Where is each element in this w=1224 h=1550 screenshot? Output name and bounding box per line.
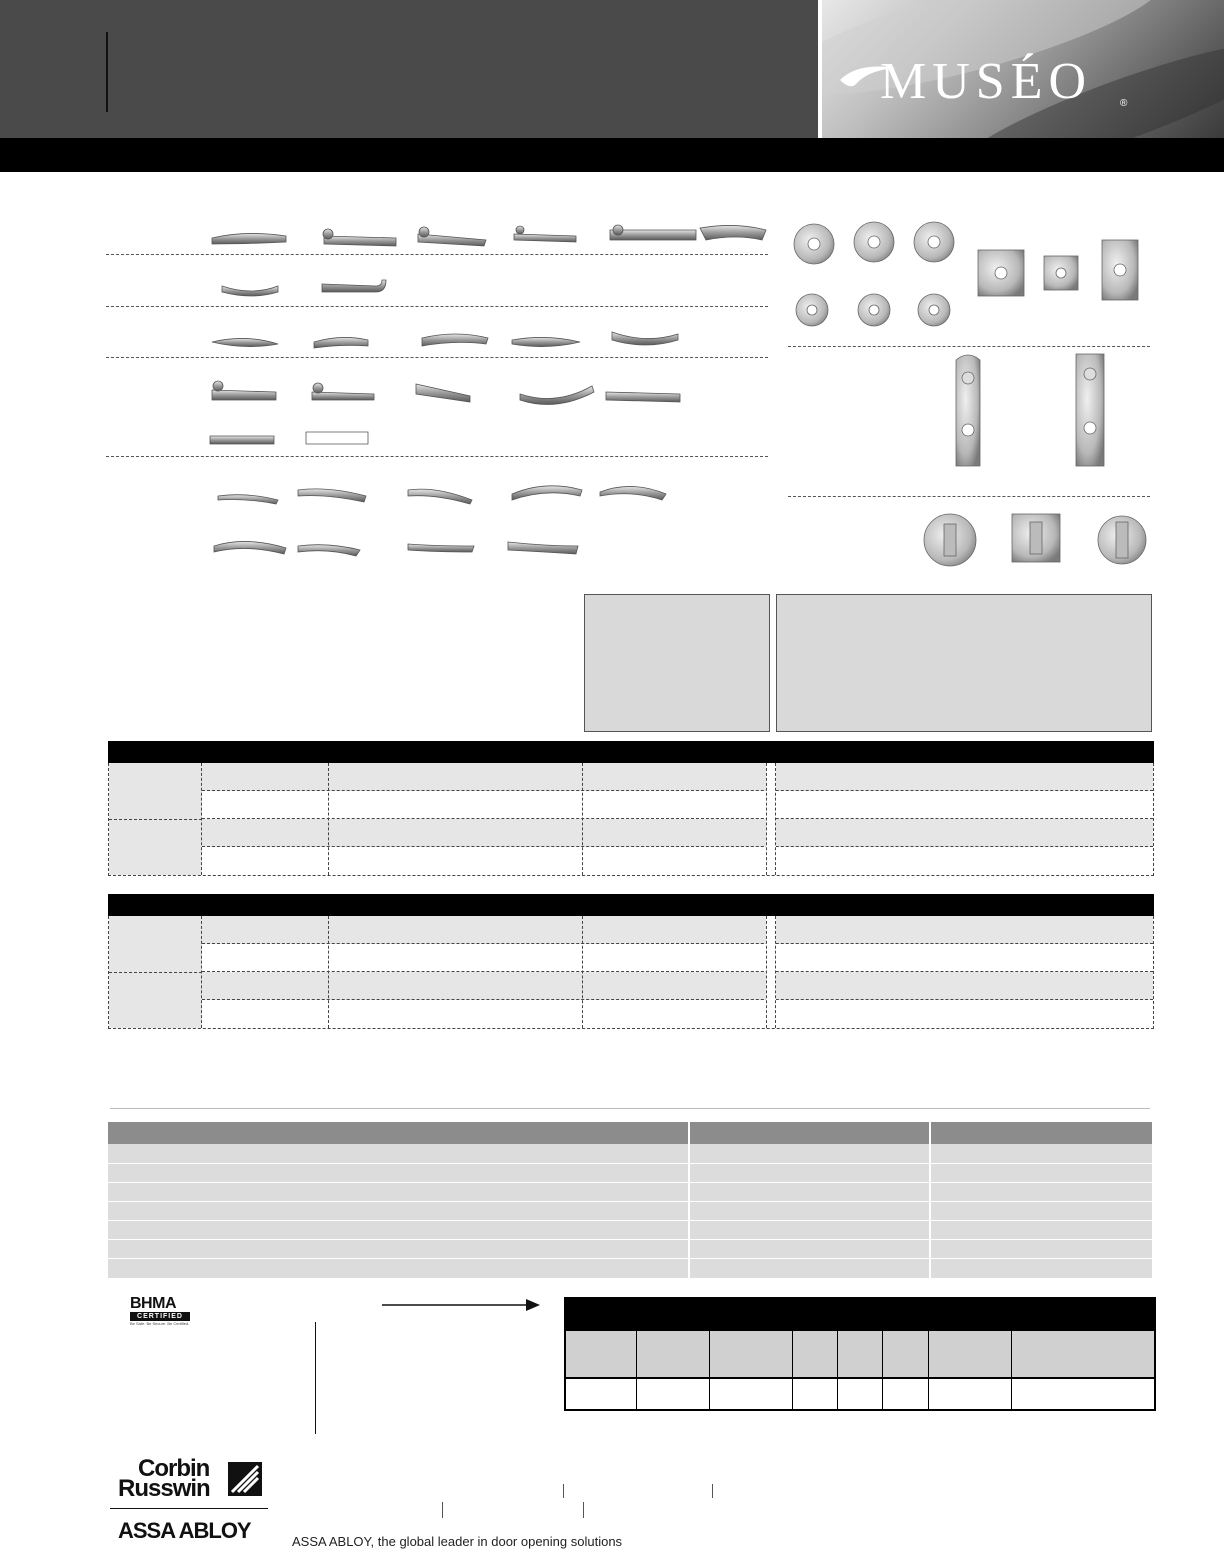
table-header-bar (108, 894, 1154, 916)
header-divider (818, 0, 822, 138)
trim-catalog (788, 210, 1152, 580)
column-divider (328, 916, 329, 1028)
header-black-bar (0, 138, 1224, 172)
table-row (108, 1163, 1152, 1164)
table-row (202, 972, 1153, 1000)
table-row (108, 1258, 1152, 1259)
bhma-certified-logo (130, 1296, 194, 1330)
row-divider (788, 496, 1150, 497)
column-divider (582, 916, 583, 1028)
ordering-example-table (564, 1297, 1156, 1411)
column-divider (1011, 1331, 1012, 1409)
bhma-certified-badge: CERTIFIED (130, 1312, 190, 1321)
column-divider (882, 1331, 883, 1409)
ordering-table-title-bar (566, 1299, 1154, 1331)
table-row (202, 763, 1153, 791)
table-row (202, 847, 1153, 875)
trim-illustrations (788, 210, 1152, 580)
row-divider (106, 306, 768, 307)
header-banner (0, 0, 1224, 172)
table-row (202, 819, 1153, 847)
bhma-logo-text: BHMA (130, 1295, 176, 1312)
ordering-table-header (566, 1331, 1154, 1379)
arrow-right-icon (380, 1298, 542, 1312)
row-divider (788, 346, 1150, 347)
column-divider (928, 1331, 929, 1409)
table-header-bar (108, 741, 1154, 763)
header-dark-panel (0, 0, 818, 138)
column-divider (688, 1144, 690, 1278)
table-row (108, 1239, 1152, 1240)
table-row (108, 1182, 1152, 1183)
footer-divider (583, 1502, 584, 1518)
header-accent-line (106, 32, 108, 112)
column-divider (837, 1331, 838, 1409)
section-divider (110, 1108, 1150, 1109)
finish-table (108, 916, 1154, 1029)
footer-divider (563, 1484, 564, 1498)
row-divider (106, 456, 768, 457)
footer-divider (712, 1484, 713, 1498)
spec-table-body (108, 1144, 1152, 1278)
spec-table-header (108, 1122, 1152, 1144)
table-row (108, 1201, 1152, 1202)
info-box-left (584, 594, 770, 732)
info-box-right (776, 594, 1152, 732)
column-gap (766, 763, 776, 875)
footer-tagline: ASSA ABLOY, the global leader in door opening solutions (292, 1534, 623, 1549)
row-divider (106, 357, 768, 358)
column-divider (709, 1331, 710, 1409)
finish-table (108, 763, 1154, 876)
column-divider (929, 1122, 931, 1144)
corbin-russwin-logo (118, 1455, 268, 1508)
table-row (202, 1000, 1153, 1028)
table-row (108, 1220, 1152, 1221)
footer-logo-divider (110, 1508, 268, 1509)
column-divider (929, 1144, 931, 1278)
corbin-wordmark: Corbin (138, 1455, 210, 1482)
table-row (202, 944, 1153, 972)
column-divider (792, 1331, 793, 1409)
column-divider (636, 1331, 637, 1409)
column-gap (766, 916, 776, 1028)
column-divider (688, 1122, 690, 1144)
footer-divider (442, 1502, 443, 1518)
russwin-wordmark: Russwin (118, 1475, 210, 1502)
column-divider (582, 763, 583, 875)
brand-registered-mark: ® (1120, 98, 1128, 109)
bhma-tagline: Be Safe. Be Secure. Be Certified. (130, 1321, 190, 1326)
corbin-russwin-mark-icon (228, 1462, 264, 1498)
row-divider (106, 254, 768, 255)
table-row (202, 791, 1153, 819)
lever-catalog (106, 200, 768, 580)
column-divider (328, 763, 329, 875)
assa-abloy-logo: ASSA ABLOY (118, 1518, 251, 1543)
table-row (202, 916, 1153, 944)
lever-illustrations (106, 200, 768, 580)
brand-logo: MUSÉO (880, 53, 1093, 110)
vertical-divider (315, 1322, 316, 1434)
